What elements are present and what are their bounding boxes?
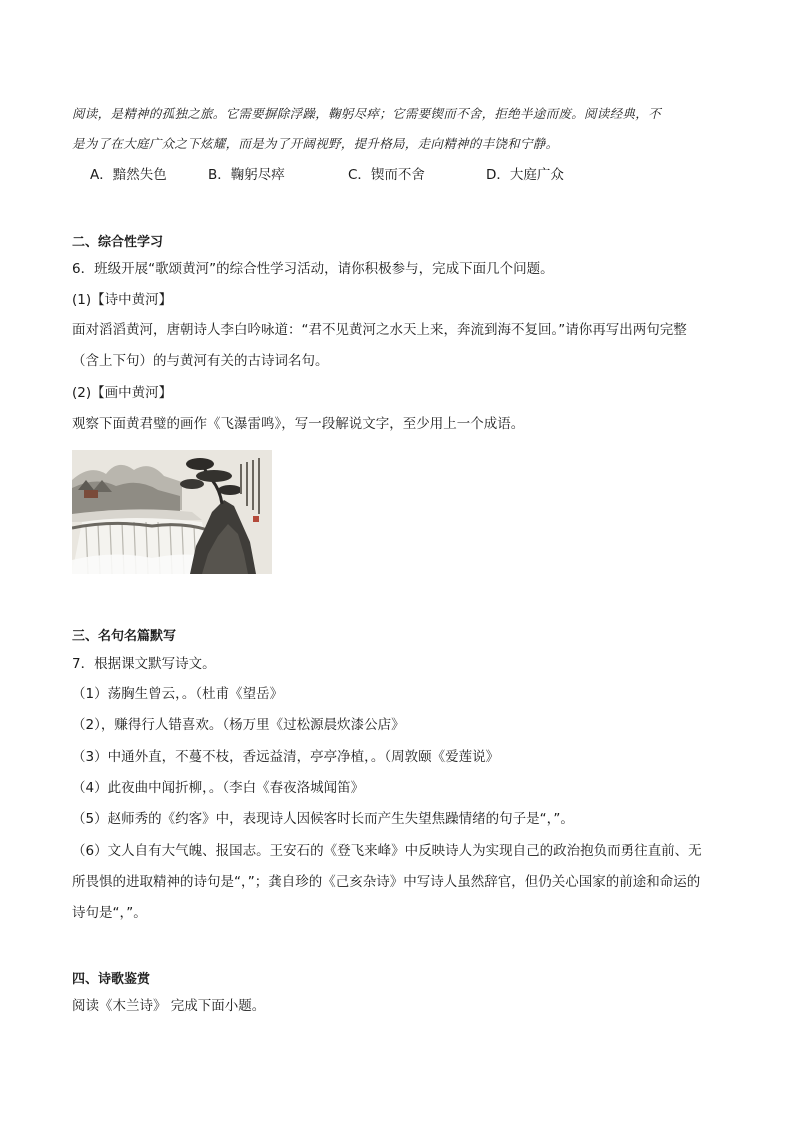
sub-question-1-title: (1)【诗中黄河】 — [72, 292, 173, 308]
dictation-item-1: （1）荡胸生曾云，。（杜甫《望岳》 — [72, 686, 284, 702]
option-d: D．大庭广众 — [486, 167, 564, 183]
question-7: 7．根据课文默写诗文。 — [72, 656, 216, 672]
section-4-intro: 阅读《木兰诗》 完成下面小题。 — [72, 998, 266, 1014]
sub-question-1-line-2: （含上下句）的与黄河有关的古诗词名句。 — [72, 353, 329, 369]
section-3-heading: 三、名句名篇默写 — [72, 629, 177, 644]
dictation-item-6-line-1: （6）文人自有大气魄、报国志。王安石的《登飞来峰》中反映诗人为实现自己的政治抱负而勇往直前、无 — [72, 843, 702, 859]
option-b: B．鞠躬尽瘁 — [208, 167, 285, 183]
sub-question-2-title: (2)【画中黄河】 — [72, 385, 173, 401]
waterfall-painting — [72, 450, 272, 574]
option-a: A．黯然失色 — [90, 167, 167, 183]
dictation-item-6-line-3: 诗句是“，”。 — [72, 905, 147, 921]
passage-line-2: 是为了在大庭广众之下炫耀，而是为了开阔视野，提升格局，走向精神的丰饶和宁静。 — [72, 136, 559, 151]
passage-line-1: 阅读，是精神的孤独之旅。它需要摒除浮躁，鞠躬尽瘁；它需要锲而不舍，拒绝半途而废。阅读经典，不 — [72, 106, 661, 121]
dictation-item-3: （3）中通外直，不蔓不枝，香远益清，亭亭净植，。（周敦颐《爱莲说》 — [72, 749, 500, 765]
section-4-heading: 四、诗歌鉴赏 — [72, 972, 151, 987]
question-6: 6．班级开展“歌颂黄河”的综合性学习活动，请你积极参与，完成下面几个问题。 — [72, 261, 554, 277]
option-c: C．锲而不舍 — [348, 167, 425, 183]
dictation-item-5: （5）赵师秀的《约客》中，表现诗人因候客时长而产生失望焦躁情绪的句子是“，”。 — [72, 811, 574, 827]
section-2-heading: 二、综合性学习 — [72, 235, 164, 250]
dictation-item-6-line-2: 所畏惧的进取精神的诗句是“，”；龚自珍的《己亥杂诗》中写诗人虽然辞官，但仍关心国家的前途和命运的 — [72, 874, 701, 890]
sub-question-1-line-1: 面对滔滔黄河，唐朝诗人李白吟咏道：“君不见黄河之水天上来，奔流到海不复回。”请你再写出两句完整 — [72, 322, 687, 338]
dictation-item-4: （4）此夜曲中闻折柳，。（李白《春夜洛城闻笛》 — [72, 780, 365, 796]
sub-question-2-line-1: 观察下面黄君璧的画作《飞瀑雷鸣》，写一段解说文字，至少用上一个成语。 — [72, 416, 525, 432]
dictation-item-2: （2），赚得行人错喜欢。（杨万里《过松源晨炊漆公店》 — [72, 717, 405, 733]
